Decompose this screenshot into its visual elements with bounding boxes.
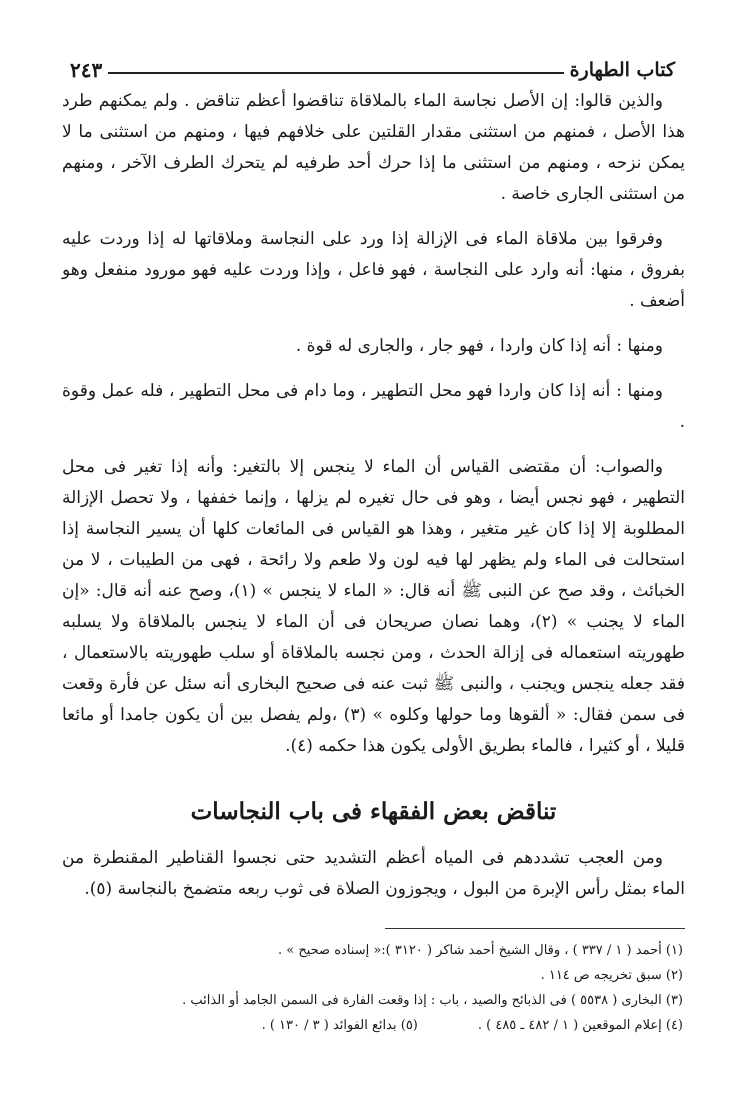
- paragraph-4: ومنها : أنه إذا كان واردا فهو محل التطهير ، وما دام فى محل التطهير ، فله عمل وقوة .: [62, 381, 685, 432]
- footnotes: [62, 938, 683, 1038]
- header-rule: [108, 72, 563, 74]
- main-text: [62, 86, 685, 919]
- paragraph-2: وفرقوا بين ملاقاة الماء فى الإزالة إذا ورد على النجاسة وملاقاتها له إذا وردت عليه بفروق ، منها: أنه وارد على النجاسة ، فهو فاعل ، وإذا وردت عليه فهو مورود منفعل وهو أضعف .: [62, 229, 685, 311]
- footnote-rule: [385, 928, 685, 929]
- paragraph-6: ومن العجب تشددهم فى المياه أعظم التشديد حتى نجسوا القناطير المقنطرة من الماء بمثل رأس الإبرة من البول ، ويجوزون الصلاة فى ثوب ربعه متضمخ بالنجاسة (٥).: [62, 848, 685, 899]
- footnote-1: (١) أحمد ( ١ / ٣٣٧ ) ، وقال الشيخ أحمد شاكر ( ٣١٢٠ ):« إسناده صحيح » .: [278, 943, 683, 958]
- section-heading: تناقض بعض الفقهاء فى باب النجاسات: [190, 798, 557, 825]
- page-number: ٢٤٣: [70, 58, 103, 82]
- footnote-4: (٤) إعلام الموقعين ( ١ / ٤٨٢ ـ ٤٨٥ ) .: [477, 1018, 683, 1033]
- footnote-2: (٢) سبق تخريجه ص ١١٤ .: [540, 968, 683, 983]
- footnote-5: (٥) بدائع الفوائد ( ٣ / ١٣٠ ) .: [261, 1018, 418, 1033]
- page-header: [70, 40, 675, 80]
- footnote-row: [62, 1013, 683, 1038]
- paragraph-1: والذين قالوا: إن الأصل نجاسة الماء بالملاقاة تناقضوا أعظم تناقض . ولم يمكنهم طرد هذا الأصل ، فمنهم من استثنى مقدار القلتين على خلافهم فيها ، ومنهم من استثنى ما لا يمكن نزحه ، ومنهم من استثنى ما إذا حرك أحد طرفيه لم يتحرك الطرف الآخر ، ومنهم من استثنى الجارى خاصة .: [62, 91, 685, 204]
- footnote-3: (٣) البخارى ( ٥٥٣٨ ) فى الذبائح والصيد ، باب : إذا وقعت الفارة فى السمن الجامد أو الذائب .: [182, 993, 683, 1008]
- paragraph-5: والصواب: أن مقتضى القياس أن الماء لا ينجس إلا بالتغير: وأنه إذا تغير فى محل التطهير ، فهو نجس أيضا ، وهو فى حال تغيره لم يزلها ، وإنما خففها ، ولا تحصل الإزالة المطلوبة إلا إذا كان غير متغير ، وهذا هو القياس فى المائعات كلها أن يسير النجاسة إذا استحالت فى الماء ولم يظهر لها فيه لون ولا طعم ولا رائحة ، فهى من الطيبات ، لا من الخبائث ، وقد صح عن النبى ﷺ أنه قال: « الماء لا ينجس » (١)، وصح عنه أنه قال: «إن الماء لا يجنب » (٢)، وهما نصان صريحان فى أن الماء لا ينجس بالملاقاة ولا يسلبه طهوريته استعماله فى إزالة الحدث ، ومن نجسه بالملاقاة أو سلب طهوريته بالاستعمال ، فقد جعله ينجس ويجنب ، والنبى ﷺ ثبت عنه فى صحيح البخارى أنه سئل عن فأرة وقعت فى سمن فقال: « ألقوها وما حولها وكلوه » (٣) ،ولم يفصل بين أن يكون جامدا أو مائعا قليلا ، أو كثيرا ، فالماء بطريق الأولى يكون هذا حكمه (٤).: [62, 457, 685, 756]
- chapter-title: كتاب الطهارة: [569, 59, 675, 81]
- paragraph-3: ومنها : أنه إذا كان واردا ، فهو جار ، والجارى له قوة .: [295, 336, 663, 356]
